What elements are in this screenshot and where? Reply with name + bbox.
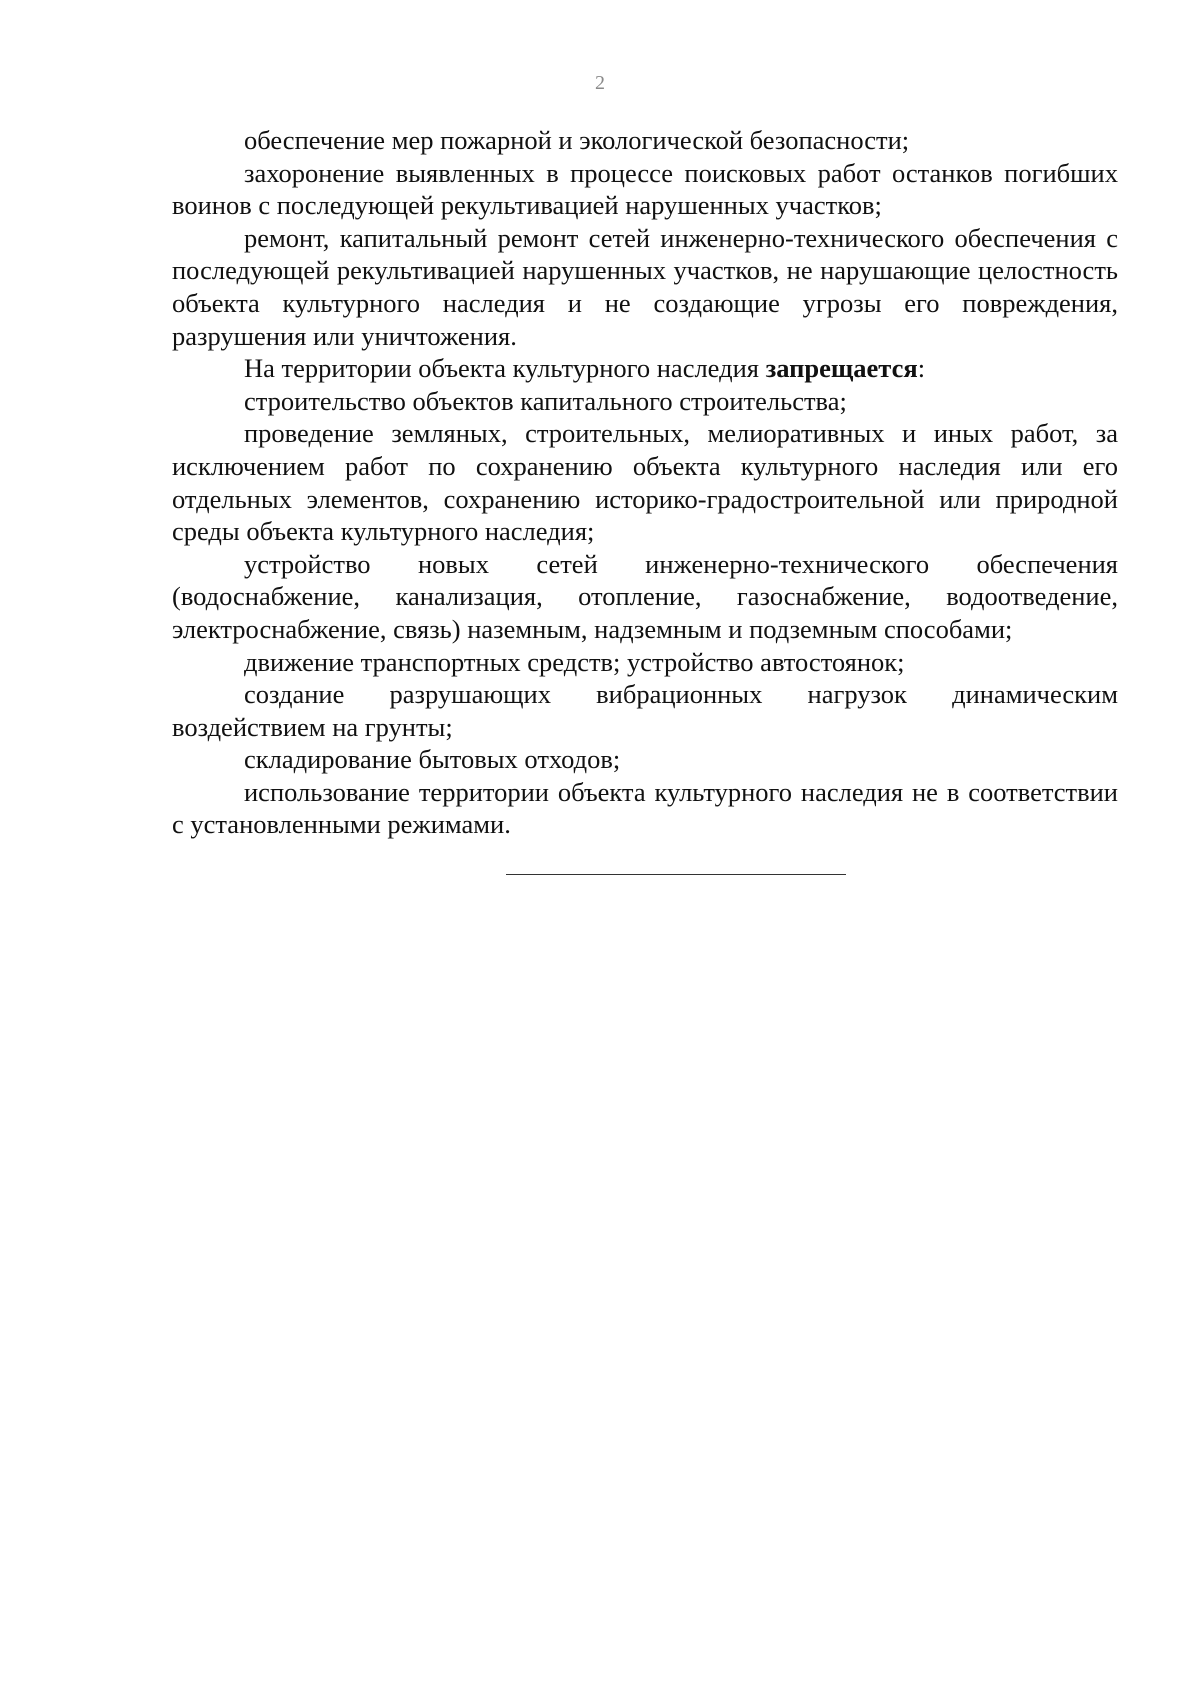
prohibited-item: устройство новых сетей инженерно-технического обеспечения (водоснабжение, канализация, отопление, газоснабжение, водоотведение, электроснабжение, связь) наземным, надземным и подземным способами;	[172, 548, 1118, 644]
paragraph: захоронение выявленных в процессе поисковых работ останков погибших воинов с последующей рекультивацией нарушенных участков;	[172, 157, 1118, 221]
paragraph: обеспечение мер пожарной и экологической безопасности;	[244, 125, 910, 155]
paragraph: ремонт, капитальный ремонт сетей инженерно-технического обеспечения с последующей рекультивацией нарушенных участков, не нарушающие целостность объекта культурного наследия и не создающие угрозы его повреждения, разрушения или уничтожения.	[172, 222, 1118, 351]
prohibited-emphasis: запрещается	[765, 353, 918, 384]
prohibited-item: проведение земляных, строительных, мелиоративных и иных работ, за исключением работ по сохранению объекта культурного наследия или его отдельных элементов, сохранению историко-градостроительной или природной среды объекта культурного наследия;	[172, 418, 1118, 547]
prohibited-intro-text: На территории объекта культурного наследия	[244, 353, 766, 384]
prohibited-intro	[172, 352, 1118, 385]
prohibited-item: строительство объектов капитального строительства;	[244, 385, 847, 416]
document-body	[172, 124, 1118, 841]
prohibited-intro-suffix: :	[917, 353, 926, 384]
prohibited-item: использование территории объекта культурного наследия не в соответствии с установленными режимами.	[172, 776, 1118, 840]
prohibited-item: складирование бытовых отходов;	[244, 744, 621, 775]
prohibited-item: движение транспортных средств; устройство автостоянок;	[244, 646, 905, 677]
page-number: 2	[595, 72, 605, 94]
end-of-text-rule	[506, 874, 846, 875]
prohibited-item: создание разрушающих вибрационных нагрузок динамическим воздействием на грунты;	[172, 679, 1118, 742]
